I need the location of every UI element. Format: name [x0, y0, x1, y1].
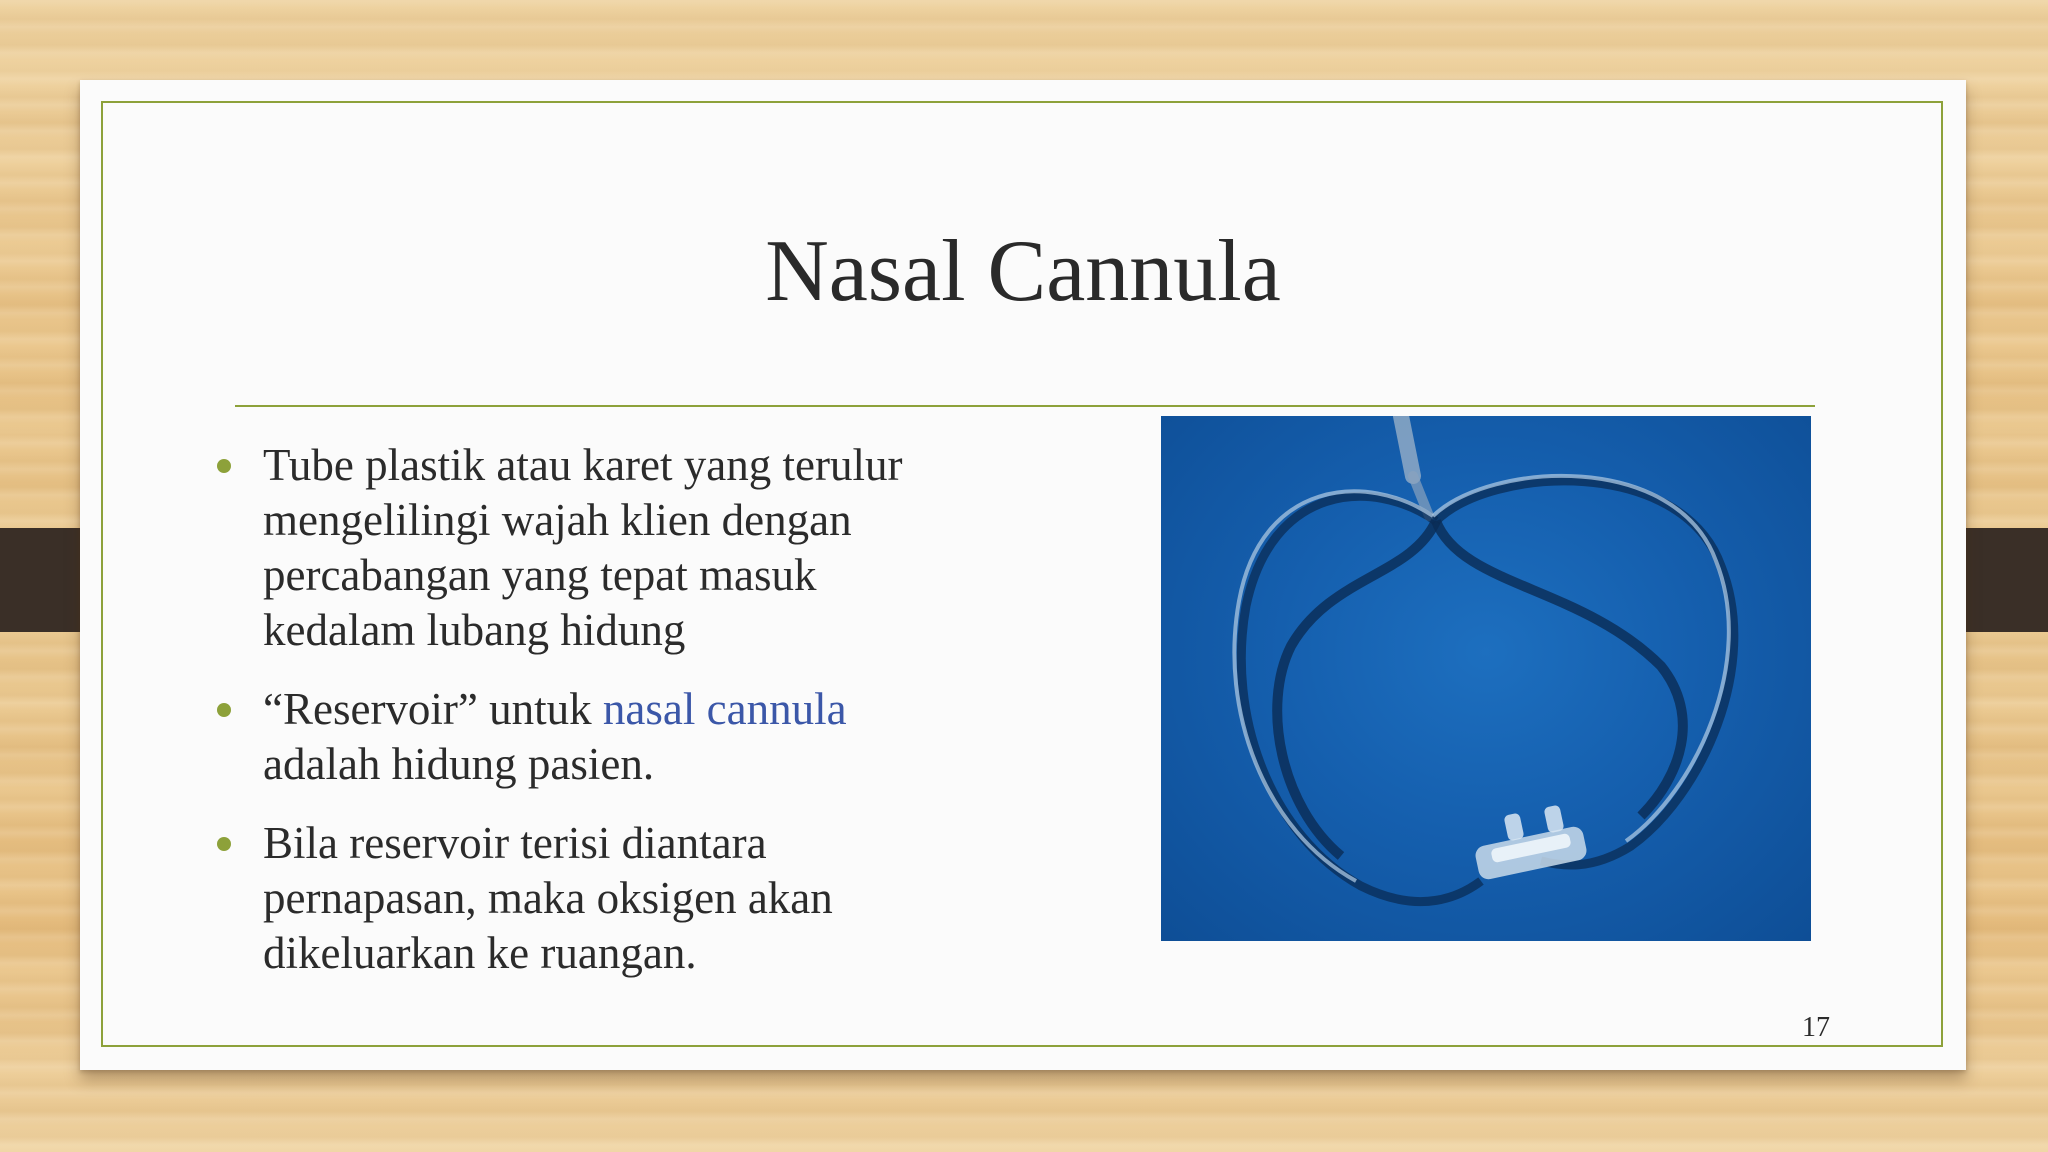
slide-title: Nasal Cannula	[765, 223, 1281, 320]
bullet-item	[215, 816, 975, 981]
cannula-tubing-illustration	[1161, 416, 1811, 941]
bullet-text-after: adalah hidung pasien.	[263, 739, 655, 789]
bullet-icon	[217, 703, 231, 717]
bullet-item	[215, 682, 975, 792]
bullet-text: Bila reservoir terisi diantara pernapasan, maka oksigen akan dikeluarkan ke ruangan.	[263, 818, 833, 978]
bullet-icon	[217, 459, 231, 473]
bullet-text: Tube plastik atau karet yang terulur mengelilingi wajah klien dengan percabangan yang tepat masuk kedalam lubang hidung	[263, 440, 903, 655]
nasal-cannula-photo	[1161, 416, 1811, 941]
slide	[80, 80, 1966, 1070]
title-divider	[235, 405, 1815, 407]
page-number: 17	[1802, 1012, 1830, 1043]
bullet-icon	[217, 837, 231, 851]
bullet-item	[215, 438, 975, 658]
bullet-list	[215, 438, 975, 1005]
nasal-cannula-link[interactable]: nasal cannula	[602, 684, 847, 734]
bullet-text-before: “Reservoir” untuk	[263, 684, 603, 734]
